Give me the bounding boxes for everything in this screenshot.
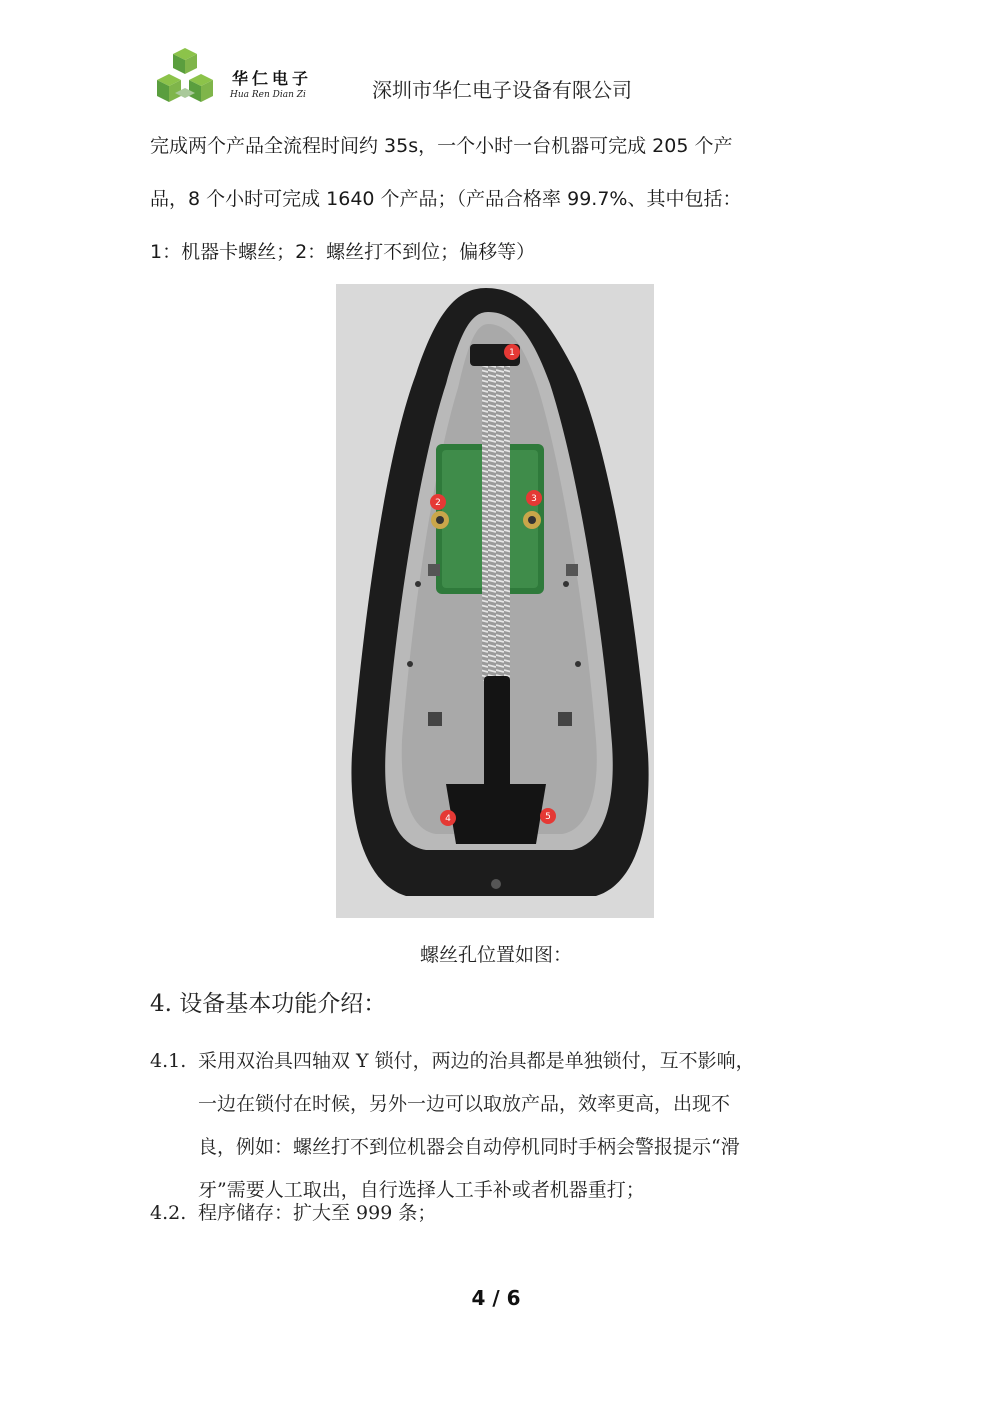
intro-paragraph: [150, 120, 850, 279]
marker-3: [526, 490, 542, 506]
item-text-line: 采用双治具四轴双 Y 锁付，两边的治具都是单独锁付，互不影响，: [198, 1050, 755, 1072]
intro-line: 品，8 个小时可完成 1640 个产品；（产品合格率 99.7%、其中包括：: [150, 188, 742, 210]
page-number: 4 / 6: [471, 1286, 521, 1310]
intro-line: 完成两个产品全流程时间约 35s，一个小时一台机器可完成 205 个产: [150, 135, 733, 157]
item-number: 4.1.: [150, 1050, 187, 1072]
section-title: 4. 设备基本功能介绍：: [150, 991, 387, 1017]
product-photo: [336, 284, 654, 918]
svg-text:5: 5: [545, 812, 551, 822]
marker-2: [430, 494, 446, 510]
svg-text:4: 4: [445, 814, 451, 824]
company-name: 深圳市华仁电子设备有限公司: [372, 78, 632, 102]
item-text-line: 良，例如：螺丝打不到位机器会自动停机同时手柄会警报提示“滑: [198, 1136, 740, 1158]
item-number: 4.2.: [150, 1202, 187, 1224]
logo-english-text: Hua Ren Dian Zi: [230, 90, 306, 100]
marker-1: [504, 344, 520, 360]
marker-5: [540, 808, 556, 824]
item-text-line: 一边在锁付在时候，另外一边可以取放产品，效率更高，出现不: [198, 1093, 731, 1115]
svg-text:2: 2: [435, 498, 441, 508]
photo-caption: 螺丝孔位置如图：: [419, 944, 572, 966]
svg-text:3: 3: [531, 494, 537, 504]
logo-chinese-text: 华仁电子: [232, 69, 313, 88]
intro-line: 1：机器卡螺丝；2：螺丝打不到位；偏移等）: [150, 241, 536, 263]
logo-cube-icon: [155, 44, 235, 114]
item-text-line: 程序储存：扩大至 999 条；: [198, 1202, 437, 1224]
svg-text:1: 1: [509, 348, 515, 358]
feature-item-4-2: [150, 1192, 436, 1235]
marker-4: [440, 810, 456, 826]
antenna-base-illustration: [336, 284, 654, 918]
feature-item-4-1: [150, 1040, 850, 1212]
item-text-line: 牙”需要人工取出，自行选择人工手补或者机器重打；: [198, 1179, 645, 1201]
